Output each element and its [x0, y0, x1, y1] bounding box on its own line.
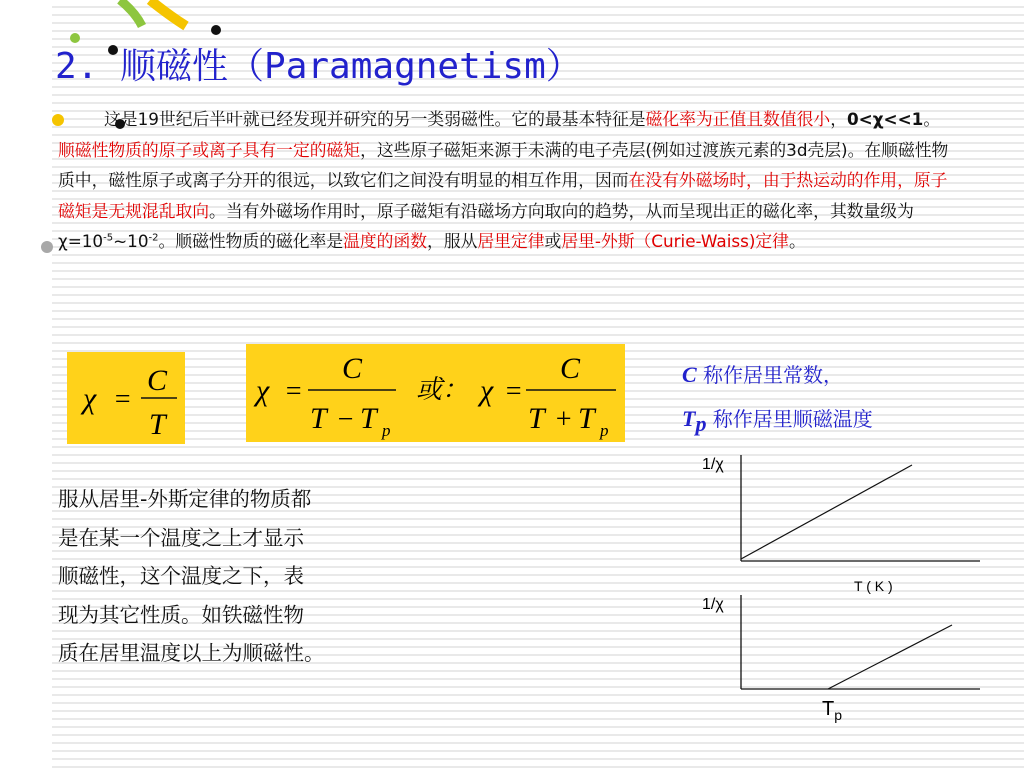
dot — [41, 241, 53, 253]
eq-denom-t: T — [310, 402, 327, 435]
para-highlight: 居里-外斯（Curie-Waiss)定律 — [561, 231, 789, 251]
bottom-graph-ylabel: 1/χ — [702, 596, 724, 613]
top-graph-xlabel: T ( K ) — [854, 578, 893, 594]
eq-equals: = — [504, 376, 523, 407]
tp-desc: 称作居里顺磁温度 — [706, 407, 873, 431]
para-text: ，这些原子磁矩来源于未满的电子壳层(例如过渡族元素的3d壳层)。在顺磁性物质中，磁性原子或离子分开的很远，以致它们之间没有明显的相互作用，因而 — [58, 139, 949, 190]
side-explanation — [58, 480, 418, 673]
eq-sub-p: p — [600, 421, 609, 440]
para-text: 。 — [788, 231, 806, 251]
para-bold: 0<χ<<1 — [846, 109, 924, 129]
eq-numerator: C — [560, 352, 581, 385]
para-highlight: 顺磁性物质的原子或离子具有一定的磁矩 — [58, 139, 361, 160]
side-line: 服从居里-外斯定律的物质都 — [58, 487, 312, 511]
para-text: 这是19世纪后半叶就已经发现并研究的另一类弱磁性。它的最基本特征是 — [104, 109, 646, 129]
para-text: ~10 — [113, 231, 149, 251]
constants-description — [682, 353, 873, 446]
side-line: 质在居里温度以上为顺磁性。 — [58, 641, 325, 665]
eq-numerator: C — [147, 364, 168, 397]
eq-chi: χ — [480, 374, 494, 407]
eq-chi: χ — [256, 374, 270, 407]
eq-numerator: C — [342, 352, 363, 385]
eq-equals: = — [284, 376, 303, 407]
eq-denom-tp: T — [578, 402, 595, 435]
eq-minus: − — [336, 404, 355, 435]
side-line: 现为其它性质。如铁磁性物 — [58, 602, 304, 627]
top-graph-ylabel: 1/χ — [702, 456, 724, 473]
para-highlight: 磁化率为正值且数值很小 — [645, 109, 831, 129]
curie-law-box — [67, 352, 185, 444]
curie-weiss-box — [246, 344, 625, 442]
eq-equals: = — [113, 384, 132, 415]
c-symbol: C — [682, 362, 697, 387]
yellow-arc — [150, 0, 186, 26]
tp-main: T — [822, 698, 835, 720]
dot — [211, 25, 221, 35]
para-text: 或 — [544, 231, 562, 251]
side-line: 是在某一个温度之上才显示 — [58, 525, 304, 550]
eq-plus: + — [554, 404, 573, 435]
eq-denominator: T — [149, 408, 166, 441]
para-sup: -2 — [148, 232, 159, 244]
green-arc — [120, 0, 142, 26]
eq-chi: χ — [83, 382, 97, 415]
para-text: ， — [830, 109, 847, 129]
curie-constant-line — [682, 353, 873, 397]
bottom-graph-line — [828, 625, 952, 689]
main-paragraph — [58, 104, 950, 257]
para-text: 。顺磁性物质的磁化率是 — [158, 231, 344, 251]
para-text: 。当有外磁场作用时，原子磁矩有沿磁场方向取向的趋势，从而呈现出正的磁化率，其数量级为χ=10 — [58, 200, 914, 251]
slide-title: 2. 顺磁性（Paramagnetism） — [55, 46, 582, 87]
eq-or: 或： — [416, 375, 469, 404]
tp-sub: p — [695, 411, 707, 436]
inverse-susceptibility-graphs — [690, 445, 990, 735]
para-text: 。 — [923, 109, 941, 129]
para-highlight: 温度的函数 — [343, 231, 428, 251]
bottom-graph-xlabel — [822, 698, 842, 723]
eq-denom-t: T — [528, 402, 545, 435]
para-text: ，服从 — [427, 231, 478, 251]
eq-denom-tp: T — [360, 402, 377, 435]
para-sup: -5 — [103, 232, 114, 244]
tp-sub: p — [834, 707, 843, 723]
side-line: 顺磁性，这个温度之下，表 — [58, 564, 304, 588]
curie-weiss-equation — [246, 344, 625, 442]
para-highlight: 居里定律 — [477, 231, 545, 251]
curie-law-equation — [67, 352, 185, 444]
tp-symbol: T — [682, 406, 696, 431]
para-highlight: 在没有外磁场时，由于热运动的作用，原子磁矩是无规混乱取向 — [58, 170, 948, 221]
curie-temp-line — [682, 397, 873, 446]
top-graph-line — [741, 465, 912, 559]
eq-sub-p: p — [382, 421, 391, 440]
c-desc: 称作居里常数， — [696, 363, 844, 387]
